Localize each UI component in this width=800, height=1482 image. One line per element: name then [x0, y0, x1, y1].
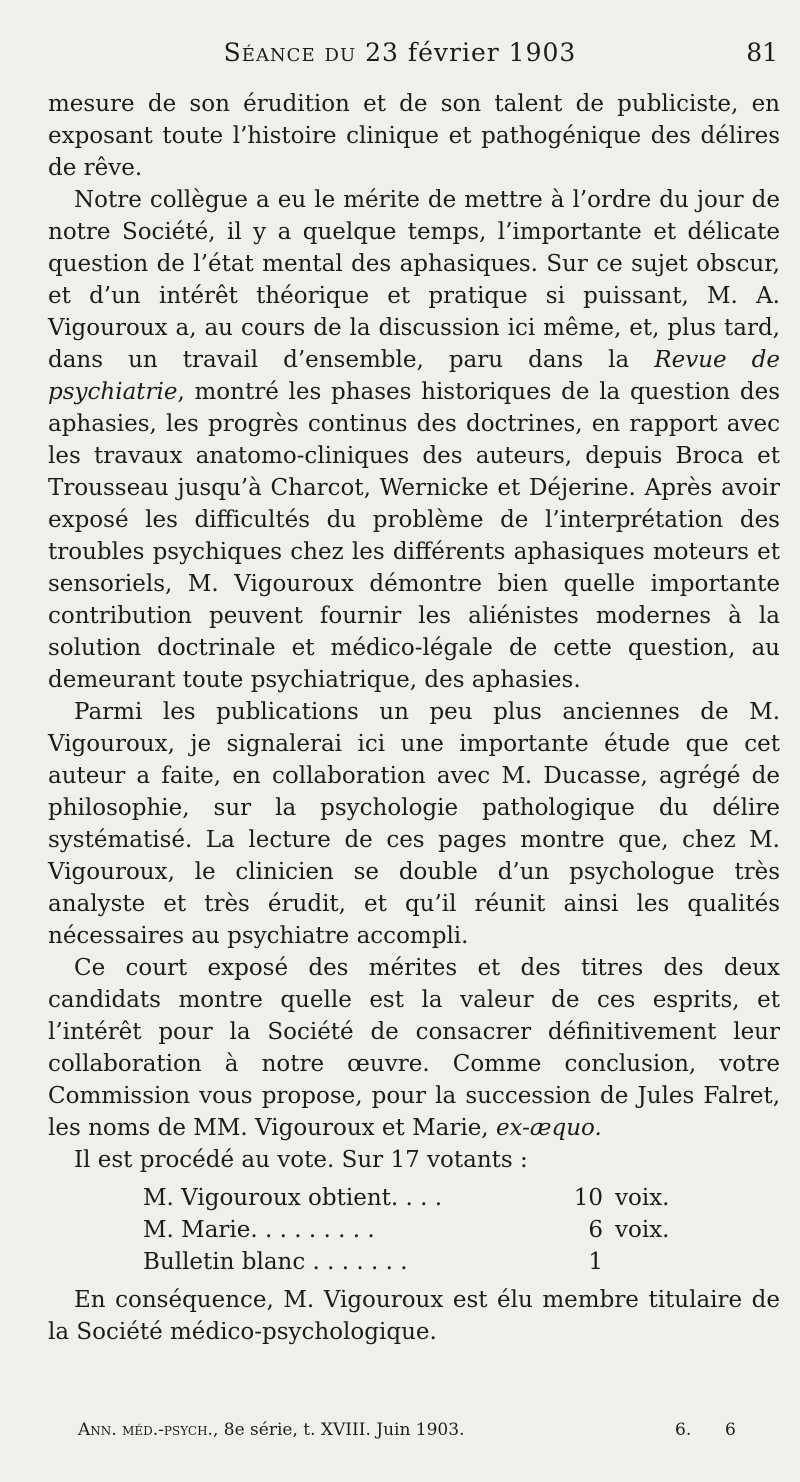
paragraph-6: En conséquence, M. Vigouroux est élu membre titulaire de la Société médico-psychologique.	[48, 1287, 780, 1345]
paragraph-3: Parmi les publications un peu plus anciennes de M. Vigouroux, je signalerai ici une importante étude que cet auteur a faite, en collaboration avec M. Ducasse, agrégé de philosophie, sur la psychologie pathologique du délire systématisé. La lecture de ces pages montre que, chez M. Vigouroux, le clinicien se double d’un psychologue très analyste et très érudit, et qu’il réunit ainsi les qualités nécessaires au psychiatre accompli.	[48, 699, 780, 949]
vote-count: 1	[588, 1249, 603, 1275]
footer-journal: Ann. méd.-psych.,	[78, 1420, 219, 1440]
journal-title-italic: Revue de psychiatrie	[48, 347, 780, 405]
page-footer	[78, 1420, 758, 1440]
vote-candidate: M. Vigouroux obtient. . . .	[143, 1185, 443, 1211]
footer-signature-b: 6	[725, 1420, 736, 1440]
footer-signature-a: 6.	[675, 1420, 692, 1440]
paragraph-5: Il est procédé au vote. Sur 17 votants :	[74, 1147, 528, 1173]
paragraph-1: mesure de son érudition et de son talent de publiciste, en exposant toute l’histoire clinique et pathogénique des délires de rêve.	[48, 91, 780, 181]
paragraph-4-text: Ce court exposé des mérites et des titres des deux candidats montre quelle est la valeur de ces esprits, et l’intérêt pour la Société de consacrer définitivement leur collaboration à notre œuvre. Comme conclusion, votre Commission vous propose, pour la succession de Jules Falret, les noms de MM. Vigouroux et Marie,	[48, 955, 780, 1141]
vote-row	[143, 1246, 743, 1278]
paragraph-2-text-b: , montré les phases historiques de la question des aphasies, les progrès continus des doctrines, en rapport avec les travaux anatomo-cliniques des auteurs, depuis Broca et Trousseau jusqu’à Charcot, Wernicke et Déjerine. Après avoir exposé les difficultés du problème de l’interprétation des troubles psychiques chez les différents aphasiques moteurs et sensoriels, M. Vigouroux démontre bien quelle importante contribution peuvent fournir les aliénistes modernes à la solution doctrinale et médico-légale de cette question, au demeurant toute psychiatrique, des aphasies.	[48, 379, 780, 693]
vote-candidate: Bulletin blanc . . . . . . .	[143, 1249, 408, 1275]
running-header	[0, 38, 800, 78]
vote-unit: voix.	[615, 1217, 670, 1243]
body-text	[48, 88, 780, 1348]
vote-unit: voix.	[615, 1185, 670, 1211]
header-title	[0, 38, 800, 67]
vote-count: 10	[573, 1185, 603, 1211]
page-number: 81	[746, 38, 778, 67]
footer-series: 8e série, t. XVIII. Juin 1903.	[223, 1420, 465, 1440]
paragraph-2	[48, 184, 780, 696]
vote-results	[143, 1182, 743, 1278]
paragraph-4	[48, 952, 780, 1144]
ex-aequo-italic: ex-æquo.	[495, 1115, 602, 1141]
vote-count: 6	[588, 1217, 603, 1243]
vote-unit	[603, 1246, 735, 1278]
header-title-prefix: Séance du	[223, 38, 357, 67]
vote-row	[143, 1182, 743, 1214]
paragraph-2-text-a: Notre collègue a eu le mérite de mettre à l’ordre du jour de notre Société, il y a quelque temps, l’importante et délicate question de l’état mental des aphasiques. Sur ce sujet obscur, et d’un intérêt théorique et pratique si puissant, M. A. Vigouroux a, au cours de la discussion ici même, et, plus tard, dans un travail d’ensemble, paru dans la	[48, 187, 780, 373]
vote-row	[143, 1214, 743, 1246]
vote-candidate: M. Marie. . . . . . . . .	[143, 1217, 375, 1243]
header-title-date: 23 février 1903	[365, 38, 577, 67]
